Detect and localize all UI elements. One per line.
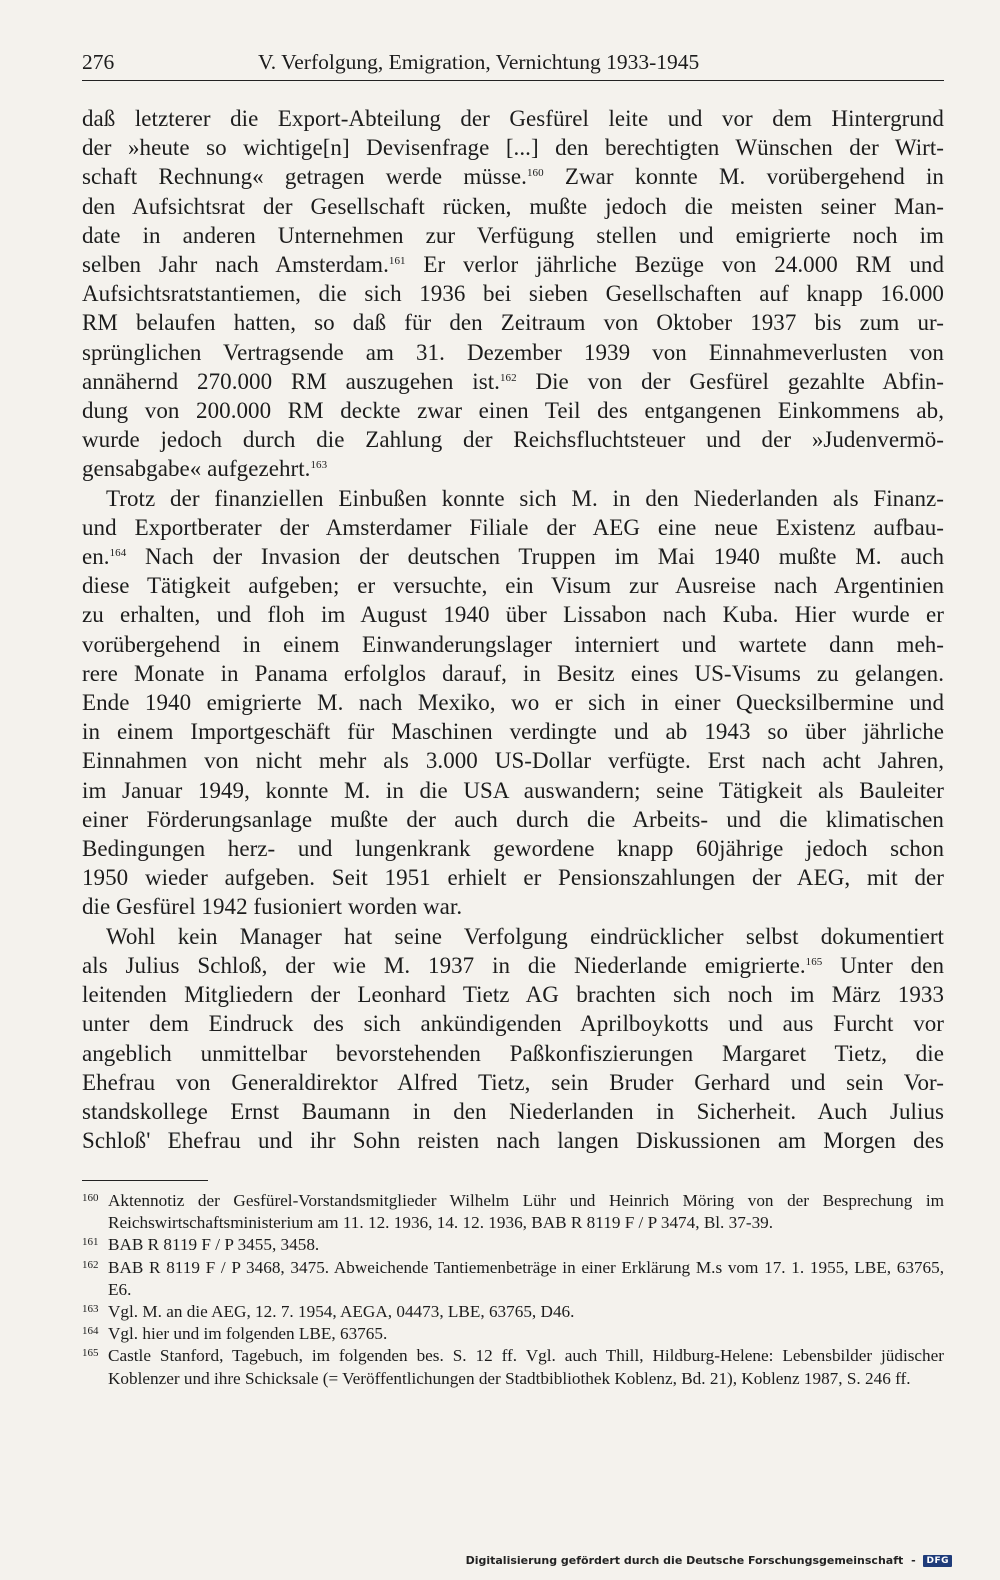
text-line: die Gesfürel 1942 fusioniert worden war. xyxy=(82,894,463,920)
text-line: zu erhalten, und floh im August 1940 über Lissabon nach Kuba. Hier wurde er xyxy=(82,602,944,628)
text-line: Aufsichtsratstantiemen, die sich 1936 bei sieben Gesellschaften auf knapp 16.000 xyxy=(82,281,944,307)
text-line: diese Tätigkeit aufgeben; er versuchte, ein Visum zur Ausreise nach Argentinien xyxy=(82,573,944,599)
text-line: im Januar 1949, konnte M. in die USA auswandern; seine Tätigkeit als Bauleiter xyxy=(82,777,944,803)
text-line: sprünglichen Vertragsende am 31. Dezember 1939 von Einnahmeverlusten von xyxy=(82,339,944,365)
text-line: date in anderen Unternehmen zur Verfügung stellen und emigrierte noch im xyxy=(82,222,944,248)
footnote-number: 163 xyxy=(82,1303,99,1316)
paragraph-3 xyxy=(82,922,944,1156)
text-line: Einnahmen von nicht mehr als 3.000 US-Dollar verfügte. Erst nach acht Jahren, xyxy=(82,748,944,774)
text-line: wurde jedoch durch die Zahlung der Reichsfluchtsteuer und der »Judenvermö- xyxy=(82,427,944,453)
text-line: leitenden Mitgliedern der Leonhard Tietz AG brachten sich noch im März 1933 xyxy=(82,982,944,1008)
dfg-logo-icon: DFG xyxy=(923,1555,952,1567)
footnote xyxy=(82,1234,944,1256)
footnote-ref: 162 xyxy=(499,371,517,384)
body-text xyxy=(82,104,944,1155)
digitization-credit xyxy=(466,1554,952,1567)
footnote-ref: 163 xyxy=(310,459,328,472)
footnote-rule xyxy=(82,1180,208,1181)
footnote-text: Vgl. M. an die AEG, 12. 7. 1954, AEGA, 04473, LBE, 63765, D46. xyxy=(108,1302,575,1322)
paragraph-1 xyxy=(82,104,944,484)
footnote-number: 160 xyxy=(82,1192,99,1204)
footnote-text: Aktennotiz der Gesfürel-Vorstandsmitglieder Wilhelm Lühr und Heinrich Möring von der Besprechung im Reichswirtschaftsministerium am 11. 12. 1936, 14. 12. 1936, BAB R 8119 F / P 3474, Bl. 37-39. xyxy=(108,1191,944,1233)
footnote-number: 161 xyxy=(82,1236,99,1249)
footnote-ref: 165 xyxy=(805,955,823,968)
text-line: als Julius Schloß, der wie M. 1937 in die Niederlande emigrierte.$^{165}$ Unter den xyxy=(82,952,944,978)
page-number: 276 xyxy=(82,50,115,74)
credit-text: Digitalisierung gefördert durch die Deutsche Forschungsgemeinschaft xyxy=(465,1554,904,1567)
text-line: en.$^{164}$ Nach der Invasion der deutschen Truppen im Mai 1940 mußte M. auch xyxy=(82,544,944,570)
text-line: unter dem Eindruck des sich ankündigenden Aprilboykotts und aus Furcht vor xyxy=(82,1011,944,1037)
text-line: einer Förderungsanlage mußte der auch durch die Arbeits- und die klimatischen xyxy=(82,806,944,832)
footnote-text: BAB R 8119 F / P 3468, 3475. Abweichende Tantiemenbeträge in einer Erklärung M.s vom 17. 1. 1955, LBE, 63765, E6. xyxy=(108,1257,944,1299)
text-line: RM belaufen hatten, so daß für den Zeitraum von Oktober 1937 bis zum ur- xyxy=(82,310,944,336)
footnote xyxy=(82,1257,944,1301)
footnote-text: BAB R 8119 F / P 3455, 3458. xyxy=(108,1235,320,1255)
text-line: Ehefrau von Generaldirektor Alfred Tietz, sein Bruder Gerhard und sein Vor- xyxy=(82,1069,944,1095)
text-line: in einem Importgeschäft für Maschinen verdingte und ab 1943 so über jährliche xyxy=(82,719,944,745)
text-line: Ende 1940 emigrierte M. nach Mexiko, wo er sich in einer Quecksilbermine und xyxy=(82,690,944,716)
footnote-ref: 160 xyxy=(526,167,544,180)
footnote xyxy=(82,1301,944,1323)
text-line: Wohl kein Manager hat seine Verfolgung eindrücklicher selbst dokumentiert xyxy=(106,923,944,949)
footnote xyxy=(82,1190,944,1234)
text-line: Schloß' Ehefrau und ihr Sohn reisten nach langen Diskussionen am Morgen des xyxy=(82,1128,944,1154)
header-rule xyxy=(82,80,944,81)
text-line: angeblich unmittelbar bevorstehenden Paßkonfiszierungen Margaret Tietz, die xyxy=(82,1040,944,1066)
text-line: dung von 200.000 RM deckte zwar einen Teil des entgangenen Einkommens ab, xyxy=(82,398,944,424)
footnote-text: Vgl. hier und im folgenden LBE, 63765. xyxy=(108,1324,388,1344)
text-line: schaft Rechnung« getragen werde müsse.$^{160}$ Zwar konnte M. vorübergehend in xyxy=(82,164,944,190)
text-line: daß letzterer die Export-Abteilung der Gesfürel leite und vor dem Hintergrund xyxy=(82,106,944,131)
text-line: Bedingungen herz- und lungenkrank gewordene knapp 60jährige jedoch schon xyxy=(82,836,944,862)
text-line: 1950 wieder aufgeben. Seit 1951 erhielt er Pensionszahlungen der AEG, mit der xyxy=(82,865,944,891)
text-line: selben Jahr nach Amsterdam.$^{161}$ Er verlor jährliche Bezüge von 24.000 RM und xyxy=(82,252,944,278)
footnote-ref: 164 xyxy=(109,547,127,560)
text-line: gensabgabe« aufgezehrt.$^{163}$ xyxy=(82,456,328,482)
footnote-number: 165 xyxy=(82,1347,99,1360)
footnote xyxy=(82,1323,944,1345)
paragraph-2 xyxy=(82,484,944,922)
running-title: V. Verfolgung, Emigration, Vernichtung 1933-1945 xyxy=(258,50,700,74)
footnote-text: Castle Stanford, Tagebuch, im folgenden bes. S. 12 ff. Vgl. auch Thill, Hildburg-Helene: Lebensbilder jüdischer Koblenzer und ihre Schicksale (= Veröffentlichungen der Stadtbibliothek Koblenz, Bd. 21), Koblenz 1987, S. 246 ff. xyxy=(108,1346,944,1388)
running-header xyxy=(82,45,944,79)
footnote xyxy=(82,1345,944,1389)
text-line: Trotz der finanziellen Einbußen konnte sich M. in den Niederlanden als Finanz- xyxy=(106,485,944,511)
footnotes xyxy=(82,1190,944,1390)
text-line: den Aufsichtsrat der Gesellschaft rücken, mußte jedoch die meisten seiner Man- xyxy=(82,193,944,219)
text-line: und Exportberater der Amsterdamer Filiale der AEG eine neue Existenz aufbau- xyxy=(82,514,944,540)
footnote-number: 164 xyxy=(82,1325,99,1338)
footnote-ref: 161 xyxy=(388,255,406,268)
footnote-number: 162 xyxy=(82,1258,99,1271)
text-line: standskollege Ernst Baumann in den Niederlanden in Sicherheit. Auch Julius xyxy=(82,1098,944,1124)
text-line: der »heute so wichtige[n] Devisenfrage [...] den berechtigten Wünschen der Wirt- xyxy=(82,135,944,161)
credit-separator: - xyxy=(907,1554,920,1567)
text-line: rere Monate in Panama erfolglos darauf, in Besitz eines US-Visums zu gelangen. xyxy=(82,660,944,686)
text-line: annähernd 270.000 RM auszugehen ist.$^{162}$ Die von der Gesfürel gezahlte Abfin- xyxy=(82,368,944,394)
text-line: vorübergehend in einem Einwanderungslager interniert und wartete dann meh- xyxy=(82,631,944,657)
